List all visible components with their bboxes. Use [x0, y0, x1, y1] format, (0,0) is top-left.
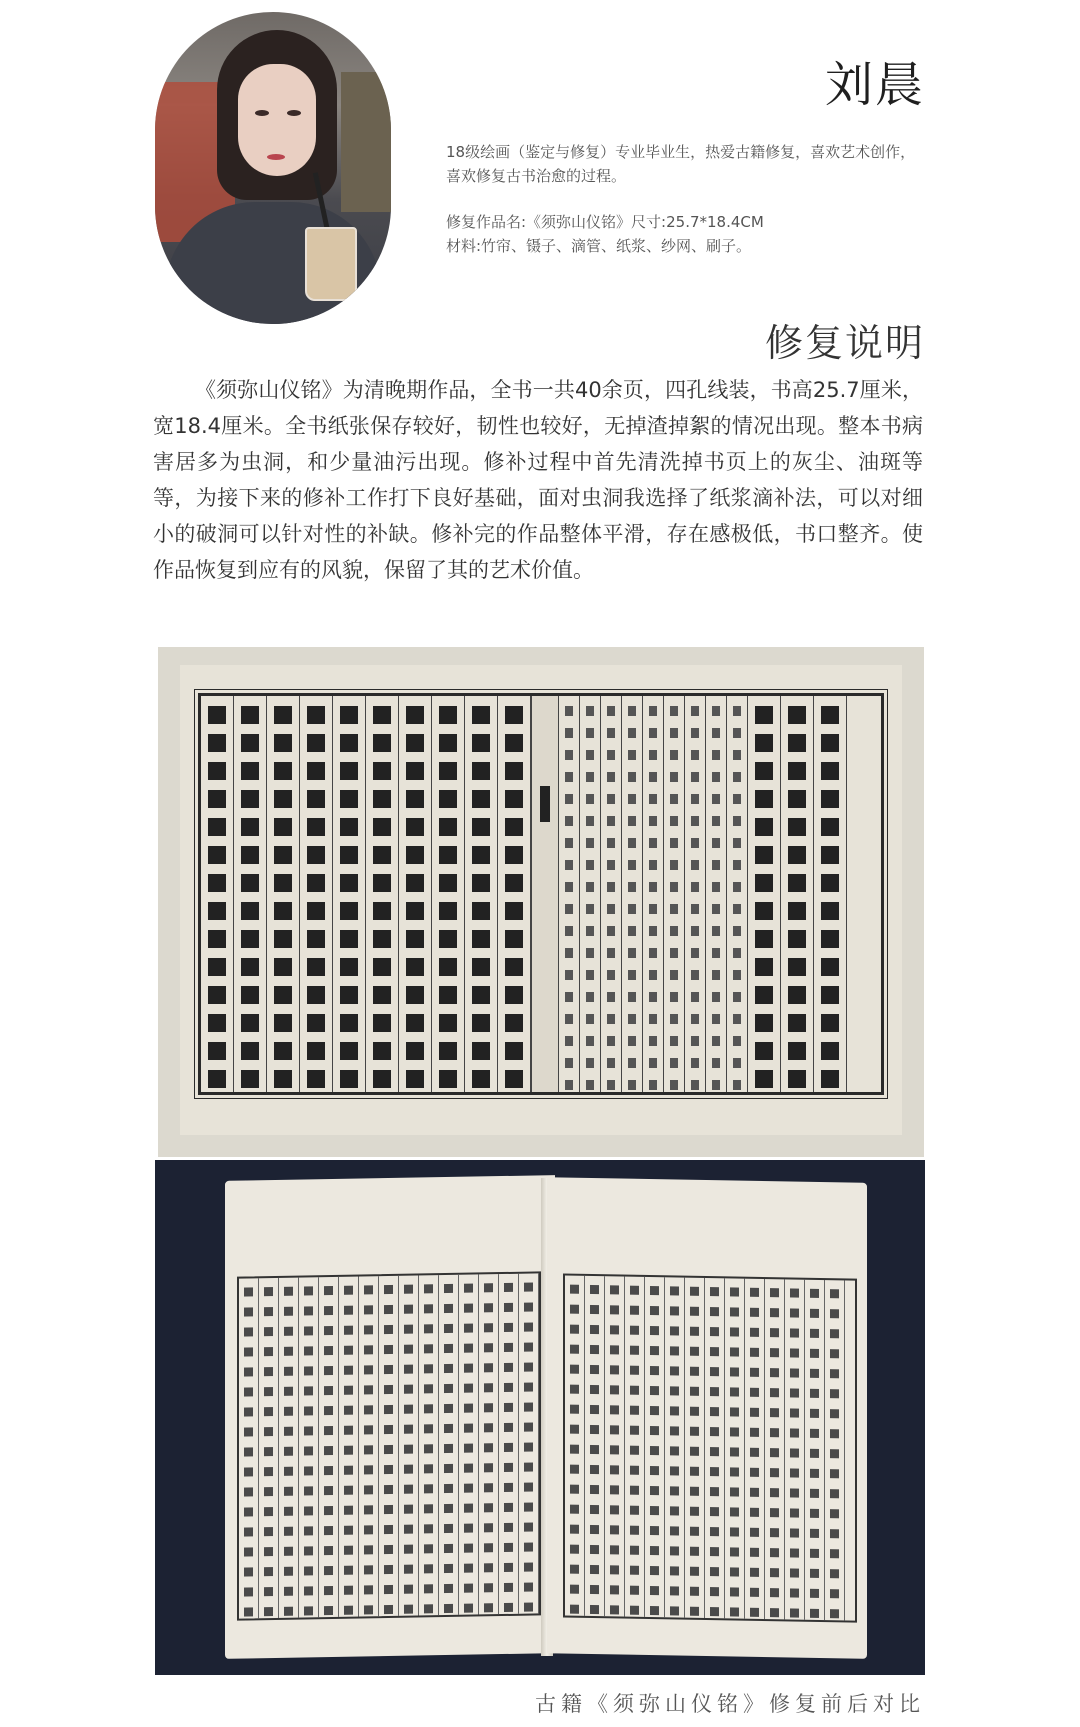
- author-portrait: [155, 12, 391, 324]
- author-bio: 18级绘画（鉴定与修复）专业毕业生，热爱古籍修复，喜欢艺术创作，喜欢修复古书治愈的过程。: [446, 143, 916, 185]
- work-info: [446, 210, 926, 258]
- work-title: 修复作品名:《须弥山仪铭》尺寸:25.7*18.4CM: [446, 213, 764, 231]
- author-name: 刘晨: [824, 57, 925, 113]
- before-restoration-photo: [158, 647, 924, 1157]
- work-materials: 材料:竹帘、镊子、滴管、纸浆、纱网、刷子。: [446, 237, 752, 255]
- after-restoration-photo: [155, 1160, 925, 1675]
- section-title: 修复说明: [764, 321, 925, 365]
- restoration-description: 《须弥山仪铭》为清晚期作品，全书一共40余页，四孔线装，书高25.7厘米，宽18.4厘米。全书纸张保存较好，韧性也较好，无掉渣掉絮的情况出现。整本书病害居多为虫洞，和少量油污出现。修补过程中首先清洗掉书页上的灰尘、油斑等等，为接下来的修补工作打下良好基础，面对虫洞我选择了纸浆滴补法，可以对细小的破洞可以针对性的补缺。修补完的作品整体平滑，存在感极低，书口整齐。使作品恢复到应有的风貌，保留了其的艺术价值。: [153, 378, 923, 582]
- comparison-caption: 古籍《须弥山仪铭》修复前后对比: [535, 1692, 925, 1716]
